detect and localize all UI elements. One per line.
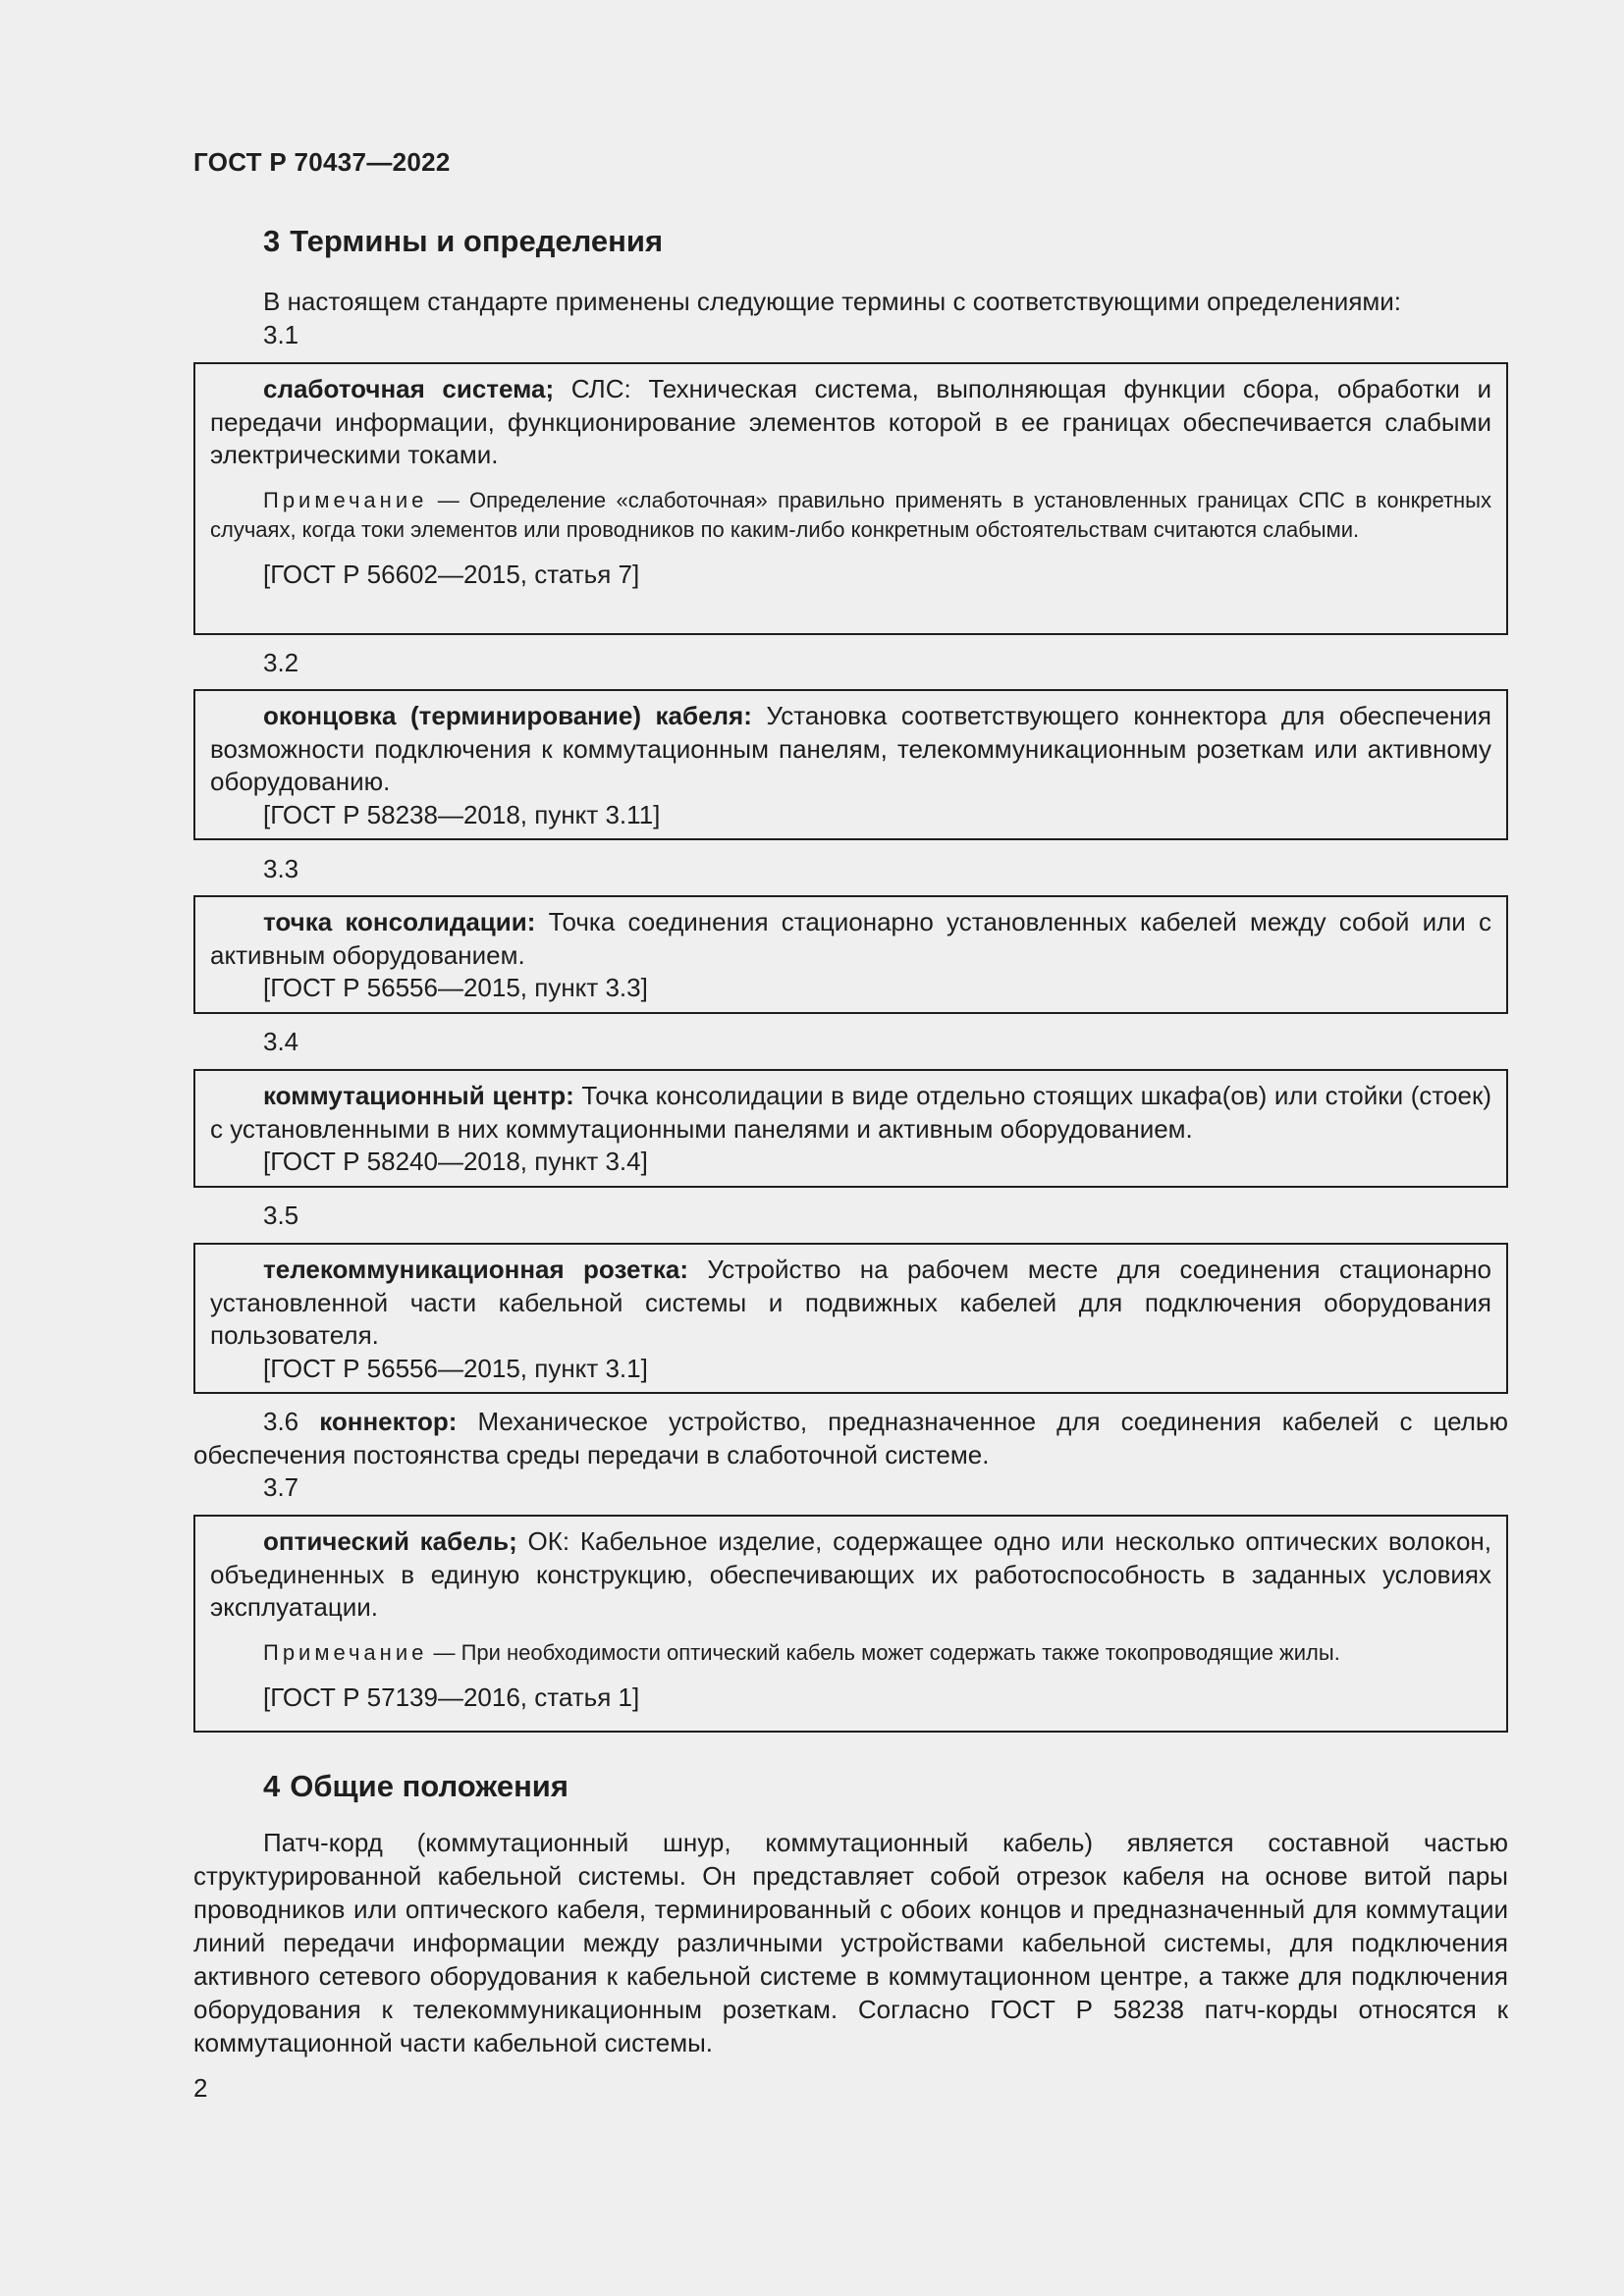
- section-4-paragraph: Патч-корд (коммутационный шнур, коммутационный кабель) является составной частью структурированной кабельной системы. Он представляет собой отрезок кабеля на основе витой пары проводников или оптического кабеля, терминированный с обоих концов и предназначенный для коммутации линий передачи информации между различными устройствами кабельной системы, для подключения активного сетевого оборудования к кабельной системе в коммутационном центре, а также для подключения оборудования к телекоммуникационным розеткам. Согласно ГОСТ Р 58238 патч-корды относятся к коммутационной части кабельной системы.: [193, 1828, 1508, 2057]
- term-box-3-2: [193, 689, 1508, 840]
- term-definition-3-7: [210, 1525, 1491, 1625]
- term-definition-3-4: [210, 1080, 1491, 1146]
- term-name: точка консолидации:: [263, 907, 536, 936]
- term-name: телекоммуникационная розетка:: [263, 1255, 689, 1284]
- term-definition-text: Устройство на рабочем месте для соединения стационарно установленной части кабельной системы и подвижных кабелей для подключения оборудования пользователя.: [210, 1255, 1492, 1350]
- term-number-3-1: 3.1: [263, 320, 299, 349]
- section-4-number: 4: [263, 1769, 281, 1803]
- section-4-heading: [263, 1769, 568, 1804]
- term-box-3-4: [193, 1069, 1508, 1188]
- page-number: 2: [193, 2073, 208, 2103]
- term-definition-3-1: [210, 373, 1491, 472]
- term-definition-text: ОК: Кабельное изделие, содержащее одно или несколько оптических волокон, объединенных в единую конструкцию, обеспечивающих их работоспособность в заданных условиях эксплуатации.: [210, 1526, 1492, 1622]
- note-label: Примечание: [263, 1639, 428, 1665]
- section-3-number: 3: [263, 224, 281, 258]
- term-number-3-7: 3.7: [263, 1472, 299, 1502]
- term-source-3-3: [ГОСТ Р 56556—2015, пункт 3.3]: [263, 973, 648, 1002]
- term-box-3-7: [193, 1515, 1508, 1733]
- term-number-3-5: 3.5: [263, 1201, 299, 1230]
- section-3-heading: [263, 224, 663, 259]
- note-text: — При необходимости оптический кабель может содержать также токопроводящие жилы.: [427, 1639, 1340, 1665]
- term-source-3-2: [ГОСТ Р 58238—2018, пункт 3.11]: [263, 799, 661, 829]
- term-box-3-5: [193, 1243, 1508, 1394]
- term-name: слаботочная система;: [263, 374, 555, 403]
- term-source-3-1: [ГОСТ Р 56602—2015, статья 7]: [263, 559, 640, 589]
- term-definition-text: Механическое устройство, предназначенное для соединения кабелей с целью обеспечения постоянства среды передачи в слаботочной системе.: [193, 1407, 1508, 1469]
- term-source-3-4: [ГОСТ Р 58240—2018, пункт 3.4]: [263, 1147, 648, 1176]
- term-note-3-1: [210, 486, 1491, 545]
- term-note-3-7: [210, 1638, 1491, 1668]
- section-3-title: Термины и определения: [290, 224, 664, 258]
- term-source-3-7: [ГОСТ Р 57139—2016, статья 1]: [263, 1682, 640, 1712]
- term-definition-text: СЛС: Техническая система, выполняющая функции сбора, обработки и передачи информации, функционирование элементов которой в ее границах обеспечивается слабыми электрическими токами.: [210, 374, 1491, 469]
- term-name: коннектор:: [319, 1407, 458, 1436]
- term-definition-text: Точка соединения стационарно установленных кабелей между собой или с активным оборудованием.: [210, 907, 1491, 970]
- term-number-3-4: 3.4: [263, 1027, 299, 1056]
- term-definition-3-6: [193, 1406, 1508, 1471]
- term-number-3-3: 3.3: [263, 854, 299, 883]
- document-code: ГОСТ Р 70437—2022: [193, 147, 451, 177]
- note-text: — Определение «слаботочная» правильно применять в установленных границах СПС в конкретных случаях, когда токи элементов или проводников по каким-либо конкретным обстоятельствам считаются слабыми.: [210, 487, 1491, 542]
- term-box-3-3: [193, 895, 1508, 1014]
- term-definition-3-3: [210, 906, 1491, 972]
- term-name: коммутационный центр:: [263, 1081, 574, 1110]
- term-box-3-1: [193, 362, 1508, 635]
- section-3-intro: В настоящем стандарте применены следующие термины с соответствующими определениями:: [263, 287, 1402, 316]
- note-label: Примечание: [263, 487, 428, 512]
- term-definition-text: Точка консолидации в виде отдельно стоящих шкафа(ов) или стойки (стоек) с установленными в них коммутационными панелями и активным оборудованием.: [210, 1081, 1491, 1144]
- term-definition-3-2: [210, 700, 1491, 799]
- term-name: оптический кабель;: [263, 1526, 517, 1556]
- term-definition-text: Установка соответствующего коннектора для обеспечения возможности подключения к коммутационным панелям, телекоммуникационным розеткам или активному оборудованию.: [210, 701, 1491, 796]
- term-definition-3-5: [210, 1254, 1491, 1353]
- term-source-3-5: [ГОСТ Р 56556—2015, пункт 3.1]: [263, 1353, 648, 1383]
- section-4-title: Общие положения: [290, 1769, 568, 1803]
- term-number-3-2: 3.2: [263, 648, 299, 677]
- term-number-3-6: 3.6: [263, 1407, 299, 1436]
- term-name: оконцовка (терминирование) кабеля:: [263, 701, 752, 730]
